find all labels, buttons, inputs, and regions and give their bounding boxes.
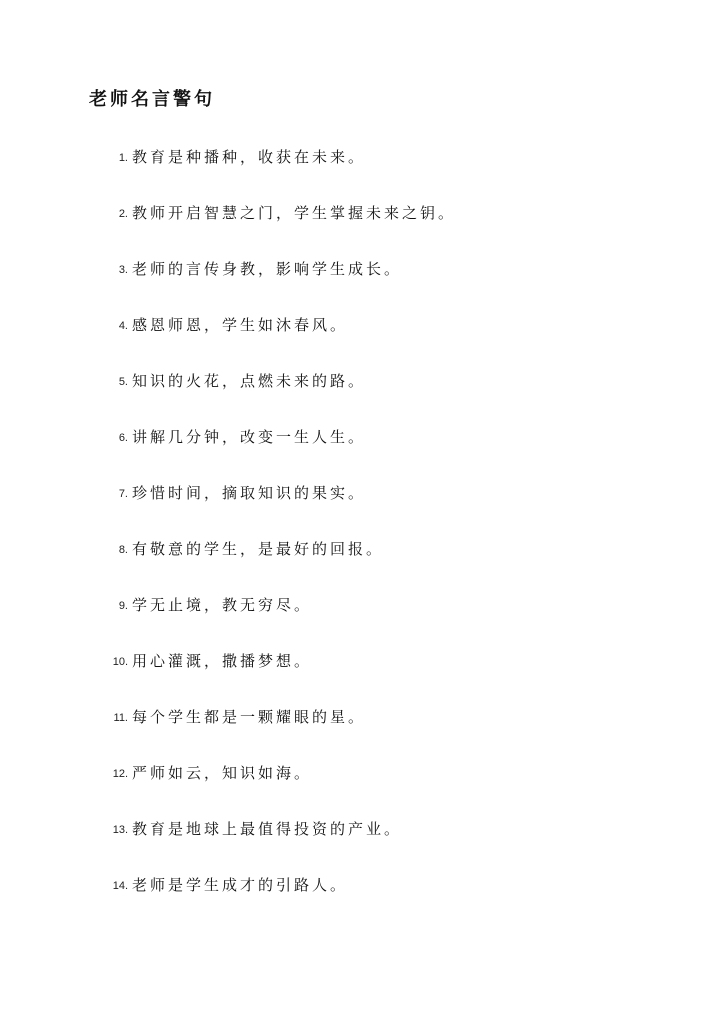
list-item [0,477,720,533]
list-item-text: 珍惜时间，摘取知识的果实。 [132,484,367,502]
list-item-text: 用心灌溉，撒播梦想。 [132,652,313,670]
list-item-number: 9. [118,600,128,612]
quote-list [0,141,720,925]
list-item [0,589,720,645]
list-item-number: 3. [118,264,128,276]
list-item-number: 11. [113,712,128,724]
list-item [0,309,720,365]
list-item [0,141,720,197]
list-item-text: 严师如云，知识如海。 [132,764,313,782]
list-item [0,533,720,589]
list-item-number: 1. [118,152,128,164]
list-item [0,253,720,309]
list-item-number: 13. [112,824,128,836]
list-item-text: 教育是种播种，收获在未来。 [132,148,367,166]
list-item [0,813,720,869]
list-item-number: 4. [118,320,128,332]
list-item-number: 12. [112,768,128,780]
list-item-text: 讲解几分钟，改变一生人生。 [132,428,367,446]
list-item-text: 老师的言传身教，影响学生成长。 [132,260,403,278]
list-item-text: 教育是地球上最值得投资的产业。 [132,820,403,838]
list-item [0,421,720,477]
list-item-text: 知识的火花，点燃未来的路。 [132,372,367,390]
list-item [0,701,720,757]
list-item-number: 2. [118,208,128,220]
list-item-number: 7. [118,488,128,500]
list-item [0,757,720,813]
list-item-number: 6. [118,432,128,444]
list-item-text: 感恩师恩，学生如沐春风。 [132,316,349,334]
list-item [0,645,720,701]
list-item-number: 8. [118,544,128,556]
list-item-number: 5. [118,376,128,388]
list-item-text: 教师开启智慧之门，学生掌握未来之钥。 [132,204,457,222]
list-item [0,197,720,253]
list-item [0,869,720,925]
list-item-number: 14. [112,880,128,892]
list-item-text: 有敬意的学生，是最好的回报。 [132,540,385,558]
list-item-text: 老师是学生成才的引路人。 [132,876,349,894]
list-item-text: 学无止境，教无穷尽。 [132,596,313,614]
list-item-text: 每个学生都是一颗耀眼的星。 [132,708,367,726]
list-item-number: 10. [112,656,128,668]
list-item [0,365,720,421]
document-title: 老师名言警句 [89,89,215,110]
